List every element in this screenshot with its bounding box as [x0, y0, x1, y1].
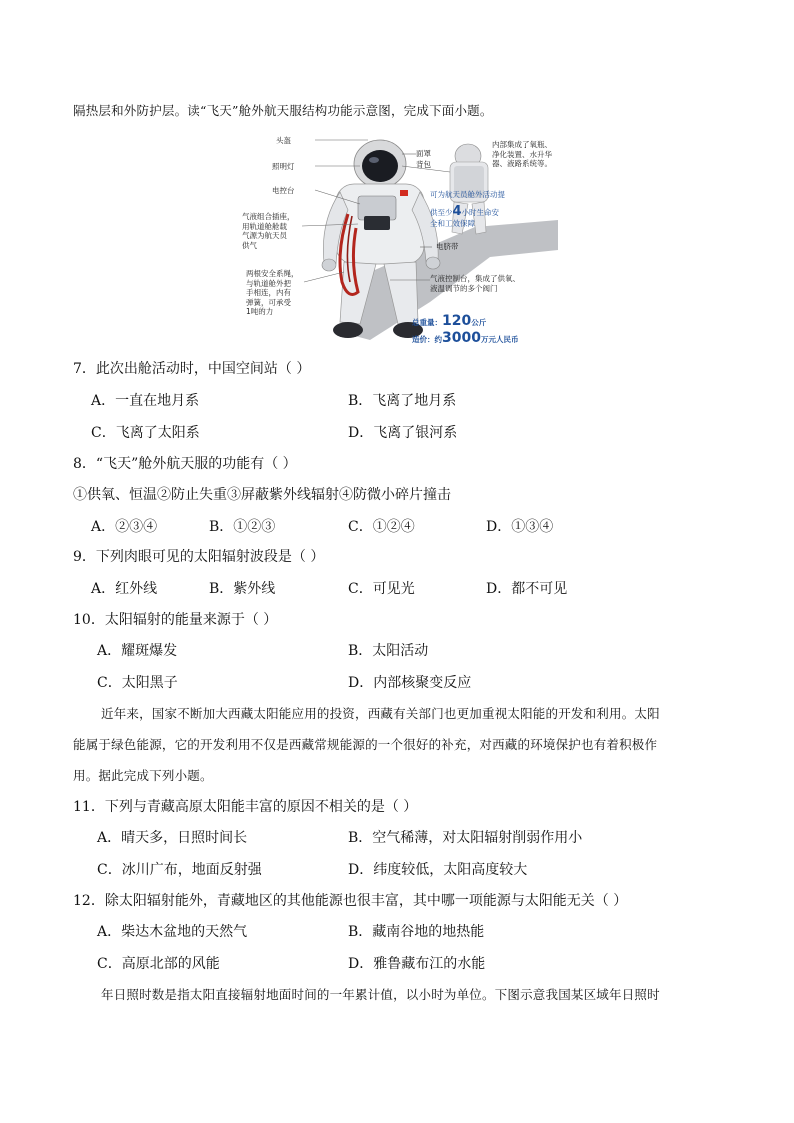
label-support-line: 全和工效保障	[430, 218, 475, 228]
cost-unit: 万元人民币	[480, 335, 519, 344]
label-support-line: 可为航天员舱外活动提	[430, 190, 505, 199]
stat-cost	[412, 327, 518, 346]
intro-text-bottom: 年日照时数是指太阳直接辐射地面时间的一年累计值，以小时为单位。下图示意我国某区域年日照时	[101, 987, 660, 1002]
label-tether-line: 弹簧，可承受	[246, 297, 291, 307]
q7-option-d[interactable]: D．飞离了银河系	[348, 425, 458, 441]
label-support	[430, 190, 505, 228]
label-valves	[430, 274, 520, 293]
q8-items: ①供氧、恒温②防止失重③屏蔽紫外线辐射④防微小碎片撞击	[73, 487, 451, 503]
label-back-inside-line: 内部集成了氧瓶、	[492, 140, 552, 149]
q11-option-b[interactable]: B．空气稀薄，对太阳辐射削弱作用小	[348, 830, 583, 846]
cost-value: 3000	[442, 330, 481, 346]
spacesuit-figure	[240, 132, 560, 354]
q7-option-c[interactable]: C．飞离了太阳系	[91, 425, 200, 441]
weight-value: 120	[442, 313, 472, 329]
label-gas-socket-line: 气源为航天员	[242, 231, 287, 240]
q9-option-a[interactable]: A．红外线	[91, 581, 158, 597]
support-hours-value: 4	[452, 203, 462, 219]
label-valves-line: 液温调节的多个阀门	[430, 283, 498, 293]
label-back-inside	[492, 140, 552, 169]
label-light: 照明灯	[272, 162, 295, 171]
label-support-line: 小时生命安	[461, 207, 500, 217]
q12-option-c[interactable]: C．高原北部的风能	[97, 956, 220, 972]
intro-text-mid: 近年来，国家不断加大西藏太阳能应用的投资，西藏有关部门也更加重视太阳能的开发和利用。太阳	[101, 706, 660, 721]
label-umbilical: 电脐带	[436, 242, 459, 251]
label-console: 电控台	[272, 186, 295, 195]
q10-option-d[interactable]: D．内部核聚变反应	[348, 675, 472, 691]
q11-option-a[interactable]: A．晴天多，日照时间长	[97, 830, 248, 846]
label-back-inside-line: 净化装置、水升华	[492, 149, 552, 159]
q9-option-c[interactable]: C．可见光	[348, 581, 415, 597]
intro-text-mid: 能属于绿色能源，它的开发利用不仅是西藏常规能源的一个很好的补充，对西藏的环境保护也有着积极作	[73, 737, 658, 752]
q7-stem: 7．此次出舱活动时，中国空间站（ ）	[73, 361, 311, 377]
label-tether-line: 两根安全系绳，	[246, 269, 299, 278]
q9-option-b[interactable]: B．紫外线	[209, 581, 276, 597]
q10-stem: 10．太阳辐射的能量来源于（ ）	[73, 612, 278, 628]
label-gas-socket-line: 用轨道舱舱载	[242, 221, 287, 231]
weight-unit: 公斤	[471, 318, 487, 327]
label-support-hours-line	[430, 200, 505, 219]
q7-option-b[interactable]: B．飞离了地月系	[348, 393, 457, 409]
q9-stem: 9．下列肉眼可见的太阳辐射波段是（ ）	[73, 549, 325, 565]
q10-option-c[interactable]: C．太阳黑子	[97, 675, 178, 691]
intro-text-top: 隔热层和外防护层。读“飞天”舱外航天服结构功能示意图，完成下面小题。	[73, 103, 493, 118]
q12-option-d[interactable]: D．雅鲁藏布江的水能	[348, 956, 486, 972]
label-tether-line: 与轨道舱外把	[246, 278, 291, 288]
label-visor: 面罩	[416, 149, 431, 158]
q8-option-c[interactable]: C．①②④	[348, 519, 415, 535]
label-support-line: 供至少	[430, 207, 453, 217]
q12-option-b[interactable]: B．藏南谷地的地热能	[348, 924, 485, 940]
label-tether-line: 手相连，内有	[246, 288, 291, 297]
label-tether	[246, 269, 299, 317]
label-helmet: 头盔	[276, 136, 291, 145]
label-gas-socket-line: 气液组合插座，	[242, 212, 295, 221]
cost-label: 造价：约	[412, 335, 442, 344]
q11-option-d[interactable]: D．纬度较低，太阳高度较大	[348, 862, 528, 878]
label-backpack: 背包	[416, 160, 431, 169]
label-gas-socket-line: 供气	[242, 240, 257, 250]
label-valves-line: 气液控制台，集成了供氧、	[430, 274, 520, 283]
label-gas-socket	[242, 212, 295, 250]
q10-option-a[interactable]: A．耀斑爆发	[97, 643, 178, 659]
intro-text-mid: 用。据此完成下列小题。	[73, 768, 213, 783]
q11-option-c[interactable]: C．冰川广布，地面反射强	[97, 862, 262, 878]
q12-stem: 12．除太阳辐射能外，青藏地区的其他能源也很丰富，其中哪一项能源与太阳能无关（ ）	[73, 893, 628, 909]
label-tether-line: 1吨的力	[246, 307, 274, 316]
q8-stem: 8．“飞天”舱外航天服的功能有（ ）	[73, 456, 297, 472]
q9-option-d[interactable]: D．都不可见	[486, 581, 568, 597]
q11-stem: 11．下列与青藏高原太阳能丰富的原因不相关的是（ ）	[73, 799, 418, 815]
weight-label: 总重量：	[412, 318, 442, 327]
label-back-inside-line: 器、液路系统等。	[492, 159, 552, 168]
q7-option-a[interactable]: A．一直在地月系	[91, 393, 200, 409]
q8-option-a[interactable]: A．②③④	[91, 519, 158, 535]
q8-option-b[interactable]: B．①②③	[209, 519, 276, 535]
q8-option-d[interactable]: D．①③④	[486, 519, 554, 535]
q10-option-b[interactable]: B．太阳活动	[348, 643, 429, 659]
q12-option-a[interactable]: A．柴达木盆地的天然气	[97, 924, 248, 940]
